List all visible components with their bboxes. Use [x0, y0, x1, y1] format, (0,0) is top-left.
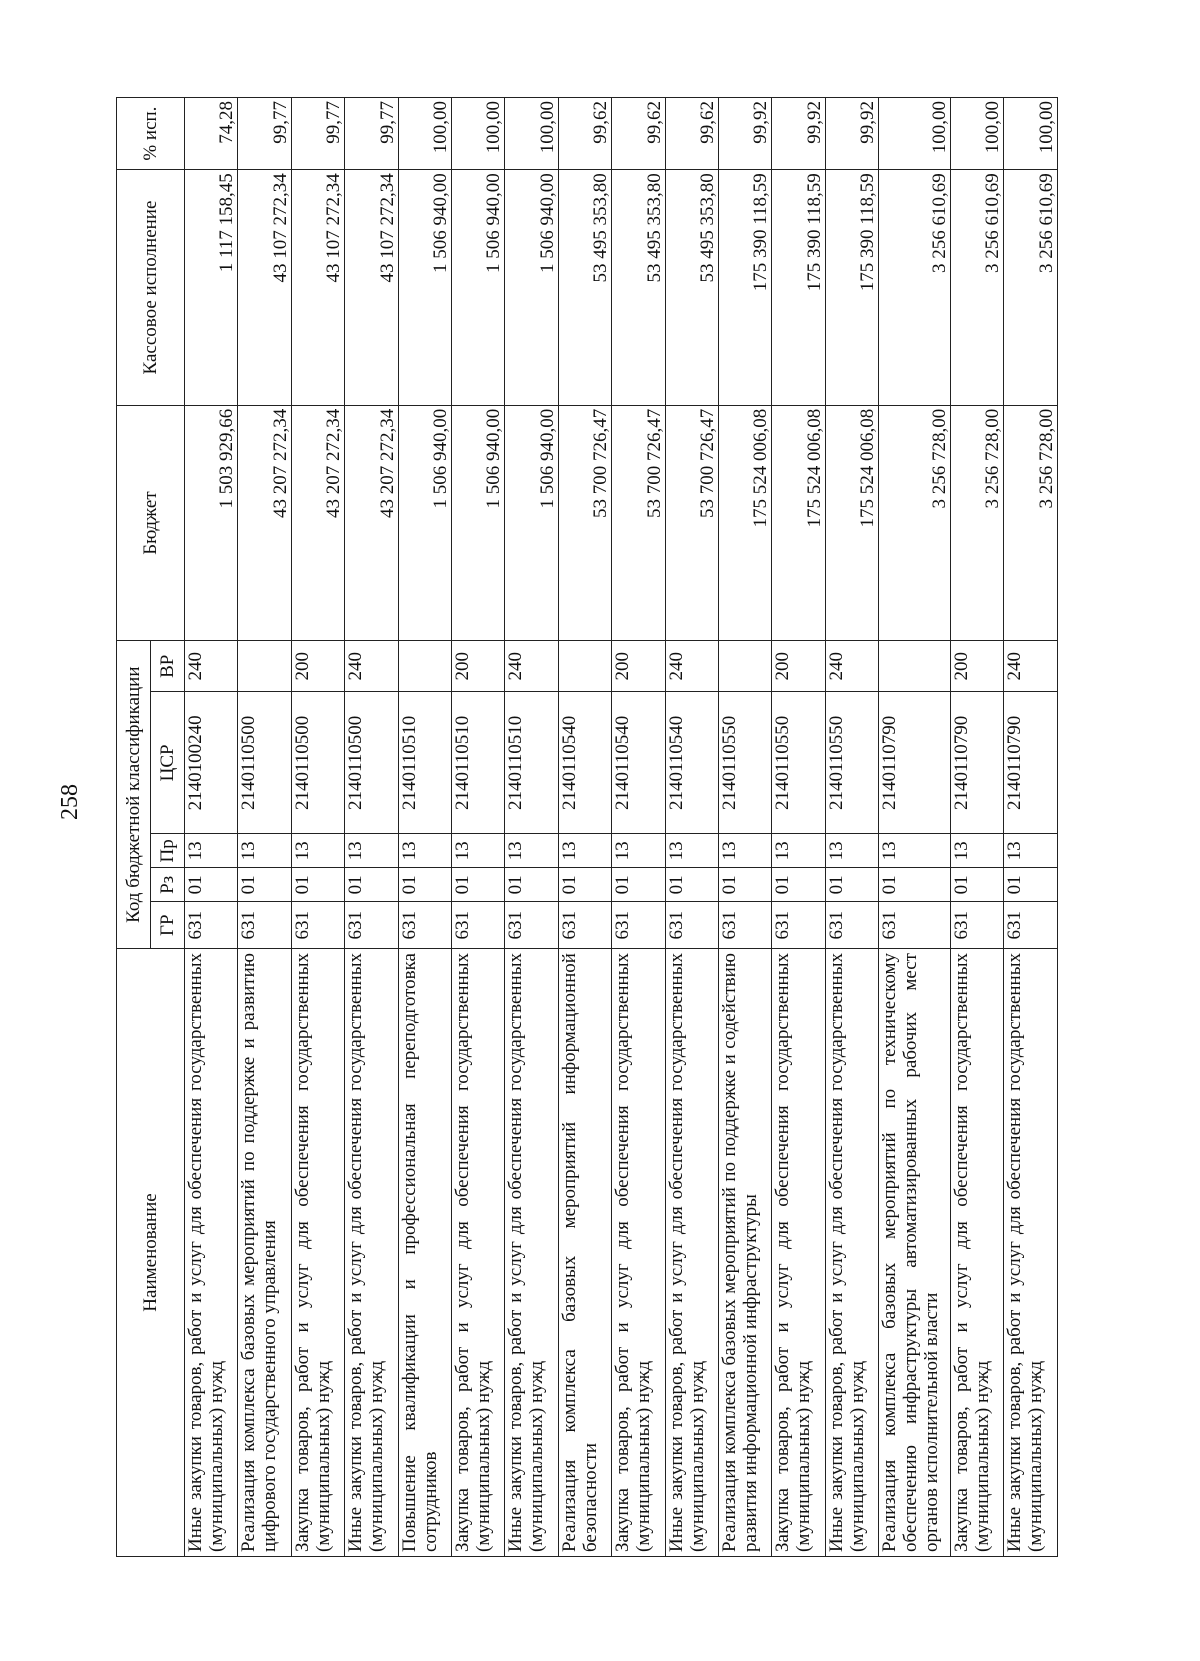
cell-vr: 240 [505, 641, 558, 692]
table-row [345, 98, 398, 1557]
cell-rz: 01 [558, 868, 611, 902]
cell-rz: 01 [665, 868, 718, 902]
cell-pr: 13 [951, 834, 1004, 868]
cell-vr [879, 641, 951, 692]
cell-gr: 631 [185, 902, 238, 949]
cell-vr: 240 [665, 641, 718, 692]
cell-rz: 01 [185, 868, 238, 902]
cell-gr: 631 [1004, 902, 1058, 949]
cell-cash: 175 390 118,59 [825, 170, 878, 406]
cell-pr: 13 [291, 834, 344, 868]
header-csr: ЦСР [151, 692, 185, 834]
cell-cash: 1 117 158,45 [185, 170, 238, 406]
cell-rz: 01 [1004, 868, 1058, 902]
table-row [291, 98, 344, 1557]
cell-gr: 631 [879, 902, 951, 949]
cell-rz: 01 [291, 868, 344, 902]
cell-gr: 631 [451, 902, 504, 949]
table-row [612, 98, 665, 1557]
cell-vr: 240 [825, 641, 878, 692]
cell-vr: 240 [185, 641, 238, 692]
cell-gr: 631 [718, 902, 771, 949]
cell-budget: 175 524 006,08 [772, 405, 825, 641]
cell-rz: 01 [345, 868, 398, 902]
cell-name: Иные закупки товаров, работ и услуг для обеспечения государственных (муниципальных) нужд [505, 949, 558, 1557]
table-row [238, 98, 291, 1557]
cell-name: Закупка товаров, работ и услуг для обеспечения государственных (муниципальных) нужд [772, 949, 825, 1557]
header-rz: Рз [151, 868, 185, 902]
cell-budget: 1 506 940,00 [398, 405, 451, 641]
cell-cash: 43 107 272,34 [238, 170, 291, 406]
cell-name: Повышение квалификации и профессиональная переподготовка сотрудников [398, 949, 451, 1557]
cell-gr: 631 [825, 902, 878, 949]
cell-budget: 1 506 940,00 [451, 405, 504, 641]
cell-pr: 13 [238, 834, 291, 868]
cell-csr: 2140110510 [398, 692, 451, 834]
table-row [718, 98, 771, 1557]
cell-pr: 13 [825, 834, 878, 868]
cell-csr: 2140110790 [951, 692, 1004, 834]
cell-pct: 99,92 [825, 98, 878, 170]
header-name: Наименование [117, 949, 185, 1557]
cell-pct: 99,77 [345, 98, 398, 170]
cell-cash: 175 390 118,59 [718, 170, 771, 406]
cell-budget: 53 700 726,47 [612, 405, 665, 641]
cell-name: Закупка товаров, работ и услуг для обеспечения государственных (муниципальных) нужд [951, 949, 1004, 1557]
cell-pr: 13 [558, 834, 611, 868]
header-cash: Кассовое исполнение [117, 170, 185, 406]
cell-cash: 53 495 353,80 [665, 170, 718, 406]
cell-cash: 175 390 118,59 [772, 170, 825, 406]
cell-csr: 2140110550 [825, 692, 878, 834]
cell-rz: 01 [951, 868, 1004, 902]
cell-budget: 43 207 272,34 [345, 405, 398, 641]
cell-pct: 100,00 [951, 98, 1004, 170]
header-budget: Бюджет [117, 405, 185, 641]
cell-cash: 1 506 940,00 [505, 170, 558, 406]
table-row [398, 98, 451, 1557]
cell-csr: 2140110500 [238, 692, 291, 834]
header-code-group: Код бюджетной классификации [117, 641, 151, 949]
cell-gr: 631 [505, 902, 558, 949]
cell-vr: 200 [772, 641, 825, 692]
cell-name: Закупка товаров, работ и услуг для обеспечения государственных (муниципальных) нужд [291, 949, 344, 1557]
table-row [451, 98, 504, 1557]
cell-gr: 631 [291, 902, 344, 949]
cell-gr: 631 [398, 902, 451, 949]
cell-csr: 2140110550 [772, 692, 825, 834]
table-row [879, 98, 951, 1557]
cell-vr [718, 641, 771, 692]
cell-gr: 631 [951, 902, 1004, 949]
cell-budget: 53 700 726,47 [665, 405, 718, 641]
cell-name: Иные закупки товаров, работ и услуг для обеспечения государственных (муниципальных) нужд [825, 949, 878, 1557]
cell-vr: 240 [345, 641, 398, 692]
cell-cash: 53 495 353,80 [612, 170, 665, 406]
cell-vr: 200 [612, 641, 665, 692]
cell-name: Реализация комплекса базовых мероприятий по поддержке и содействию развития информационной инфраструктуры [718, 949, 771, 1557]
cell-gr: 631 [665, 902, 718, 949]
cell-pr: 13 [345, 834, 398, 868]
cell-gr: 631 [558, 902, 611, 949]
header-pr: Пр [151, 834, 185, 868]
cell-pct: 99,92 [772, 98, 825, 170]
cell-vr: 240 [1004, 641, 1058, 692]
cell-name: Иные закупки товаров, работ и услуг для обеспечения государственных (муниципальных) нужд [185, 949, 238, 1557]
header-gr: ГР [151, 902, 185, 949]
cell-vr [558, 641, 611, 692]
cell-budget: 43 207 272,34 [238, 405, 291, 641]
header-pct: % исп. [117, 98, 185, 170]
rotated-table-container [116, 97, 1058, 1557]
cell-name: Иные закупки товаров, работ и услуг для обеспечения государственных (муниципальных) нужд [665, 949, 718, 1557]
cell-csr: 2140110510 [451, 692, 504, 834]
cell-budget: 53 700 726,47 [558, 405, 611, 641]
cell-budget: 175 524 006,08 [718, 405, 771, 641]
cell-rz: 01 [879, 868, 951, 902]
table-row [1004, 98, 1058, 1557]
cell-vr [398, 641, 451, 692]
cell-name: Иные закупки товаров, работ и услуг для обеспечения государственных (муниципальных) нужд [1004, 949, 1058, 1557]
cell-cash: 53 495 353,80 [558, 170, 611, 406]
table-row [772, 98, 825, 1557]
cell-vr: 200 [951, 641, 1004, 692]
cell-pct: 74,28 [185, 98, 238, 170]
table-row [951, 98, 1004, 1557]
header-row [117, 98, 151, 1557]
header-vr: ВР [151, 641, 185, 692]
cell-name: Реализация комплекса базовых мероприятий информационной безопасности [558, 949, 611, 1557]
cell-pct: 100,00 [1004, 98, 1058, 170]
cell-rz: 01 [825, 868, 878, 902]
cell-budget: 1 503 929,66 [185, 405, 238, 641]
cell-cash: 1 506 940,00 [451, 170, 504, 406]
cell-cash: 3 256 610,69 [879, 170, 951, 406]
cell-gr: 631 [612, 902, 665, 949]
cell-vr: 200 [291, 641, 344, 692]
cell-budget: 43 207 272,34 [291, 405, 344, 641]
cell-budget: 175 524 006,08 [825, 405, 878, 641]
cell-pr: 13 [665, 834, 718, 868]
cell-csr: 2140110540 [558, 692, 611, 834]
cell-cash: 43 107 272,34 [291, 170, 344, 406]
cell-rz: 01 [772, 868, 825, 902]
cell-rz: 01 [505, 868, 558, 902]
cell-gr: 631 [772, 902, 825, 949]
cell-budget: 3 256 728,00 [1004, 405, 1058, 641]
cell-pr: 13 [451, 834, 504, 868]
cell-csr: 2140110510 [505, 692, 558, 834]
cell-pr: 13 [505, 834, 558, 868]
cell-rz: 01 [718, 868, 771, 902]
cell-cash: 43 107 272,34 [345, 170, 398, 406]
cell-budget: 1 506 940,00 [505, 405, 558, 641]
cell-pct: 99,92 [718, 98, 771, 170]
cell-name: Иные закупки товаров, работ и услуг для обеспечения государственных (муниципальных) нужд [345, 949, 398, 1557]
cell-pct: 99,62 [558, 98, 611, 170]
cell-rz: 01 [398, 868, 451, 902]
cell-pr: 13 [612, 834, 665, 868]
cell-csr: 2140110540 [665, 692, 718, 834]
cell-pct: 100,00 [505, 98, 558, 170]
cell-csr: 2140110500 [291, 692, 344, 834]
cell-budget: 3 256 728,00 [879, 405, 951, 641]
cell-csr: 2140110500 [345, 692, 398, 834]
cell-name: Закупка товаров, работ и услуг для обеспечения государственных (муниципальных) нужд [612, 949, 665, 1557]
cell-budget: 3 256 728,00 [951, 405, 1004, 641]
cell-pct: 99,62 [665, 98, 718, 170]
cell-cash: 3 256 610,69 [951, 170, 1004, 406]
cell-csr: 2140110790 [1004, 692, 1058, 834]
table-row [558, 98, 611, 1557]
budget-table [116, 97, 1058, 1557]
cell-gr: 631 [345, 902, 398, 949]
cell-pr: 13 [879, 834, 951, 868]
cell-rz: 01 [238, 868, 291, 902]
cell-pr: 13 [1004, 834, 1058, 868]
cell-pct: 99,77 [291, 98, 344, 170]
cell-rz: 01 [451, 868, 504, 902]
cell-name: Закупка товаров, работ и услуг для обеспечения государственных (муниципальных) нужд [451, 949, 504, 1557]
cell-rz: 01 [612, 868, 665, 902]
cell-pr: 13 [185, 834, 238, 868]
cell-pct: 100,00 [451, 98, 504, 170]
cell-name: Реализация комплекса базовых мероприятий по поддержке и развитию цифрового государственного управления [238, 949, 291, 1557]
cell-name: Реализация комплекса базовых мероприятий по техническому обеспечению инфраструктуры автоматизированных рабочих мест органов исполнительной власти [879, 949, 951, 1557]
cell-pct: 100,00 [398, 98, 451, 170]
table-row [505, 98, 558, 1557]
cell-csr: 2140110540 [612, 692, 665, 834]
cell-gr: 631 [238, 902, 291, 949]
cell-pr: 13 [772, 834, 825, 868]
cell-pct: 100,00 [879, 98, 951, 170]
cell-pct: 99,62 [612, 98, 665, 170]
table-row [185, 98, 238, 1557]
cell-pr: 13 [398, 834, 451, 868]
page-number: 258 [56, 784, 83, 820]
cell-csr: 2140110550 [718, 692, 771, 834]
table-row [825, 98, 878, 1557]
cell-pct: 99,77 [238, 98, 291, 170]
cell-cash: 1 506 940,00 [398, 170, 451, 406]
table-row [665, 98, 718, 1557]
cell-csr: 2140100240 [185, 692, 238, 834]
cell-vr: 200 [451, 641, 504, 692]
cell-cash: 3 256 610,69 [1004, 170, 1058, 406]
cell-csr: 2140110790 [879, 692, 951, 834]
cell-pr: 13 [718, 834, 771, 868]
cell-vr [238, 641, 291, 692]
